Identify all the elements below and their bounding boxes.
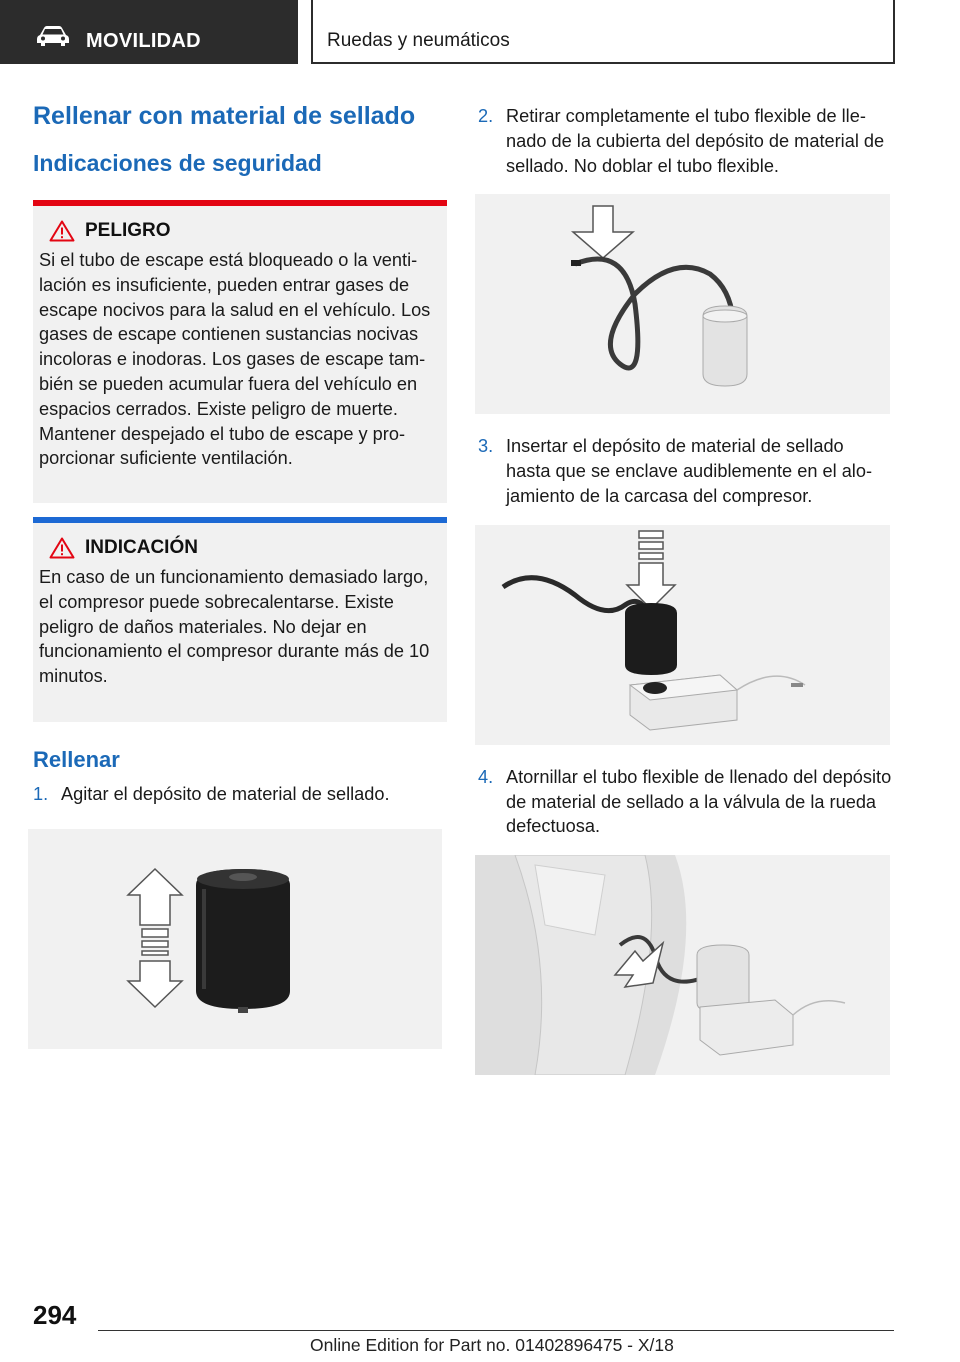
info-bar: [33, 517, 447, 523]
chapter-header: [311, 0, 895, 64]
step-number: 4.: [478, 766, 494, 787]
step-item: [33, 782, 447, 807]
step-text: Insertar el depósito de material de sellado hasta que se enclave audiblemente en el alojamiento de la carcasa del compresor.: [506, 436, 873, 506]
info-title: INDICACIÓN: [85, 537, 198, 558]
danger-notice: [33, 200, 447, 503]
warning-triangle-icon: [49, 537, 75, 559]
step-item: [478, 104, 892, 178]
section-label: MOVILIDAD: [86, 30, 201, 52]
sealant-container-illustration: [28, 829, 442, 1049]
container-insert-illustration: [475, 525, 890, 745]
danger-text: Si el tubo de escape está bloqueado o la ventilación es insuficiente, pueden entrar gases de escape nocivos para la salud en el vehículo. Los gases de escape contienen sustancias nocivas incoloras e inodoras. Los gases de escape también se pueden acumular fuera del vehículo en espacios cerrados. Existe peligro de muerte. Mantener despejado el tubo de escape y proporcionar suficiente ventilación.: [39, 250, 431, 469]
page-subtitle: Indicaciones de seguridad: [33, 150, 322, 176]
car-icon: [36, 26, 70, 46]
step-number: 1.: [33, 784, 49, 804]
hose-removal-illustration: [475, 194, 890, 414]
figure-attach-valve: [475, 855, 890, 1075]
footer-divider: [98, 1330, 894, 1331]
step-number: 2.: [478, 106, 494, 126]
step-text: Agitar el depósito de material de sellado.: [61, 784, 390, 804]
step-item: [478, 434, 892, 508]
step-text: Retirar completamente el tubo flexible de llenado de la cubierta del depósito de material de sellado. No doblar el tubo flexible.: [506, 106, 885, 176]
header-section-tab: [0, 0, 298, 64]
page-title: Rellenar con material de sellado: [33, 102, 416, 130]
left-column: [33, 100, 447, 1049]
figure-insert-container: [475, 525, 890, 745]
figure-remove-hose: [475, 194, 890, 414]
valve-attach-illustration: [475, 855, 890, 1075]
page-number: 294: [33, 1300, 77, 1330]
step-text: Atornillar el tubo flexible de llenado del depósito de material de sellado a la válvula de la rueda defectuosa.: [506, 766, 892, 837]
edition-text: Online Edition for Part no. 01402896475 - X/18: [310, 1335, 674, 1355]
right-column: [478, 104, 892, 1075]
danger-bar: [33, 200, 447, 206]
fill-heading: Rellenar: [33, 747, 120, 772]
step-number: 3.: [478, 436, 494, 457]
figure-shake-container: [28, 829, 442, 1049]
info-notice: [33, 517, 447, 722]
warning-triangle-icon: [49, 220, 75, 242]
info-text: En caso de un funcionamiento demasiado largo, el compresor puede sobrecalentarse. Existe peligro de daños materiales. No dejar en funcionamiento el compresor durante más de 10 minutos.: [39, 567, 430, 687]
chapter-title: Ruedas y neumáticos: [327, 30, 510, 51]
danger-title: PELIGRO: [85, 220, 171, 241]
step-item: [478, 765, 892, 839]
